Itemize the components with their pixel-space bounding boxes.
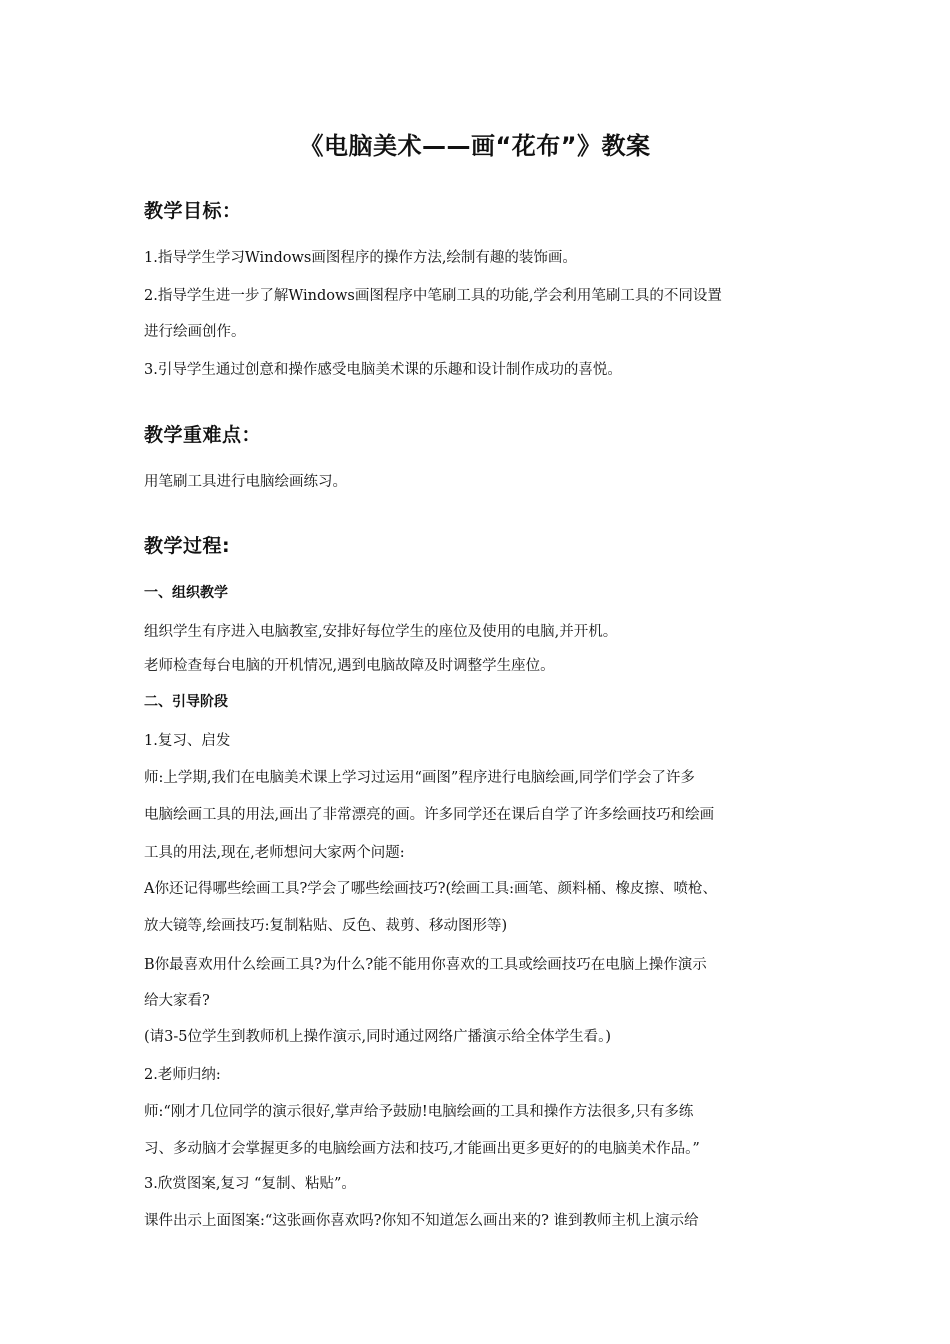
paragraph-line: 1.复习、启发: [144, 733, 231, 749]
paragraph-line: 师:“刚才几位同学的演示很好,掌声给予鼓励!电脑绘画的工具和操作方法很多,只有多练: [144, 1104, 694, 1120]
paragraph-line: 师:上学期,我们在电脑美术课上学习过运用“画图”程序进行电脑绘画,同学们学会了许多: [144, 770, 695, 786]
key-points-heading: 教学重难点：: [144, 424, 262, 446]
document-title: 《电脑美术——画“花布”》教案: [299, 132, 651, 160]
paragraph-line: A你还记得哪些绘画工具?学会了哪些绘画技巧?(绘画工具:画笔、颜料桶、橡皮擦、喷枪、: [144, 881, 718, 897]
paragraph-line: 2.老师归纳:: [144, 1067, 221, 1083]
paragraph-line: 给大家看?: [144, 993, 210, 1009]
section-heading-guide: 二、引导阶段: [144, 694, 228, 710]
key-points-text: 用笔刷工具进行电脑绘画练习。: [144, 474, 347, 490]
process-heading: 教学过程:: [144, 535, 231, 557]
objectives-heading: 教学目标：: [144, 200, 242, 222]
objective-item: 3.引导学生通过创意和操作感受电脑美术课的乐趣和设计制作成功的喜悦。: [144, 362, 622, 378]
paragraph-line: 老师检查每台电脑的开机情况,遇到电脑故障及时调整学生座位。: [144, 658, 555, 674]
objective-item: 1.指导学生学习Windows画图程序的操作方法,绘制有趣的装饰画。: [144, 250, 577, 266]
paragraph-line: 3.欣赏图案,复习 “复制、粘贴”。: [144, 1176, 356, 1192]
paragraph-line: 课件出示上面图案:“这张画你喜欢吗?你知不知道怎么画出来的? 谁到教师主机上演示给: [144, 1213, 699, 1229]
paragraph-line: 电脑绘画工具的用法,画出了非常漂亮的画。许多同学还在课后自学了许多绘画技巧和绘画: [144, 807, 715, 823]
section-heading-organize: 一、组织教学: [144, 585, 228, 601]
paragraph-line: (请3-5位学生到教师机上操作演示,同时通过网络广播演示给全体学生看。): [144, 1029, 612, 1045]
paragraph-line: 工具的用法,现在,老师想问大家两个问题:: [144, 845, 405, 861]
paragraph-line: 习、多动脑才会掌握更多的电脑绘画方法和技巧,才能画出更多更好的的电脑美术作品。”: [144, 1141, 700, 1157]
paragraph-line: B你最喜欢用什么绘画工具?为什么?能不能用你喜欢的工具或绘画技巧在电脑上操作演示: [144, 957, 707, 973]
objective-item: 2.指导学生进一步了解Windows画图程序中笔刷工具的功能,学会利用笔刷工具的不同设置: [144, 288, 722, 304]
objective-item: 进行绘画创作。: [144, 324, 246, 340]
paragraph-line: 放大镜等,绘画技巧:复制粘贴、反色、裁剪、移动图形等): [144, 918, 508, 934]
paragraph-line: 组织学生有序进入电脑教室,安排好每位学生的座位及使用的电脑,并开机。: [144, 624, 618, 640]
